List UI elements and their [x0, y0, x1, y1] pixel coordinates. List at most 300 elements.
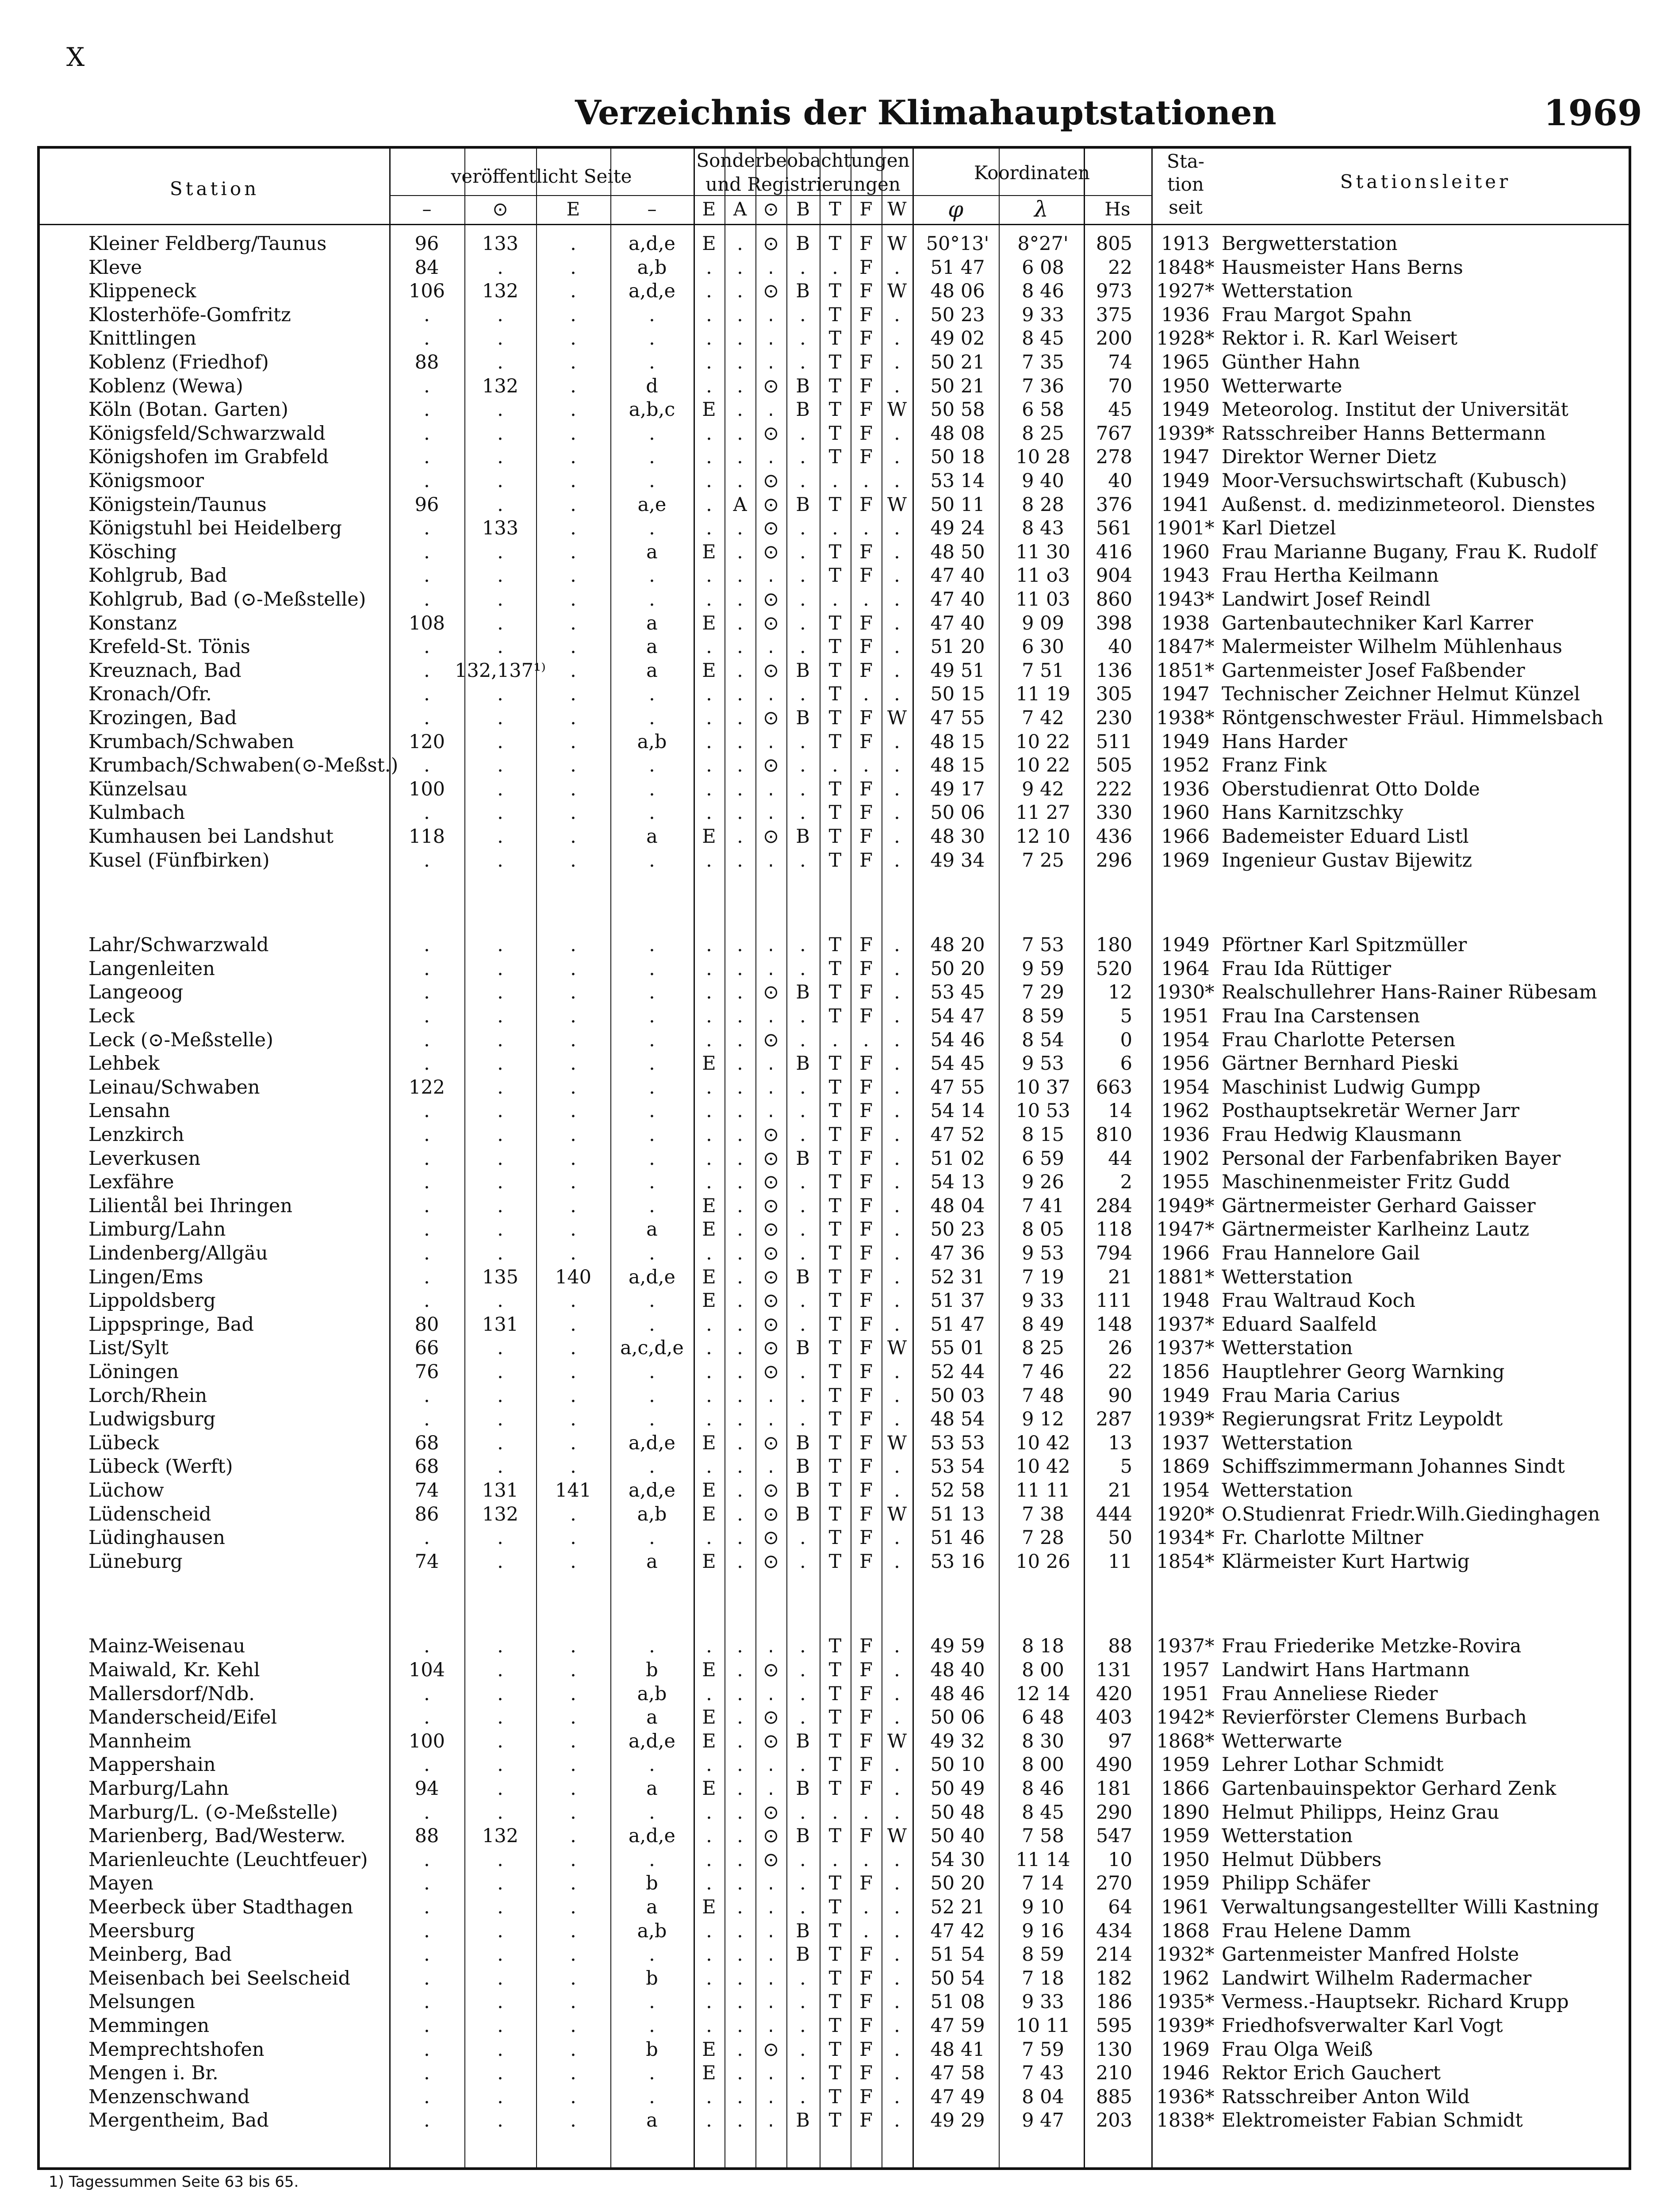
cell-leader: Frau Ina Carstensen	[1222, 1005, 1420, 1027]
cell-station: Kösching	[88, 541, 177, 563]
cell-pub-e: .	[570, 1849, 576, 1871]
cell-obs-f: F	[859, 1337, 873, 1359]
cell-height: 296	[1096, 849, 1132, 872]
cell-station: Lippoldsberg	[88, 1290, 216, 1312]
cell-obs-b: B	[796, 233, 810, 255]
cell-obs-sun: .	[768, 257, 774, 279]
cell-obs-t: T	[828, 1967, 842, 1989]
cell-obs-t: T	[828, 304, 842, 326]
cell-pub-e: .	[570, 375, 576, 397]
cell-phi: 48 08	[930, 422, 985, 445]
cell-station: Meisenbach bei Seelscheid	[88, 1967, 351, 1989]
cell-pub-e: .	[570, 1920, 576, 1942]
cell-obs-b: B	[796, 1266, 810, 1288]
table-row	[40, 1455, 1628, 1479]
cell-station: Mengen i. Br.	[88, 2062, 219, 2084]
cell-obs-t: T	[828, 1124, 842, 1146]
cell-obs-sun: ⊙	[763, 1266, 779, 1288]
cell-obs-b: .	[800, 304, 806, 326]
cell-station: Krumbach/Schwaben	[88, 731, 294, 753]
cell-obs-t: .	[832, 1801, 838, 1824]
cell-since: 1920*	[1156, 1503, 1215, 1525]
table-row	[40, 731, 1628, 754]
cell-obs-b: .	[800, 2039, 806, 2061]
cell-leader: Schiffszimmermann Johannes Sindt	[1222, 1455, 1565, 1478]
cell-obs-b: .	[800, 2086, 806, 2108]
cell-obs-w: .	[894, 470, 900, 492]
cell-pub-main: .	[424, 660, 430, 682]
cell-pub-other: .	[649, 1385, 655, 1407]
table-row	[40, 1218, 1628, 1242]
cell-obs-a: .	[737, 1849, 743, 1871]
cell-pub-e: .	[570, 470, 576, 492]
cell-pub-other: .	[649, 565, 655, 587]
cell-obs-a: .	[737, 1100, 743, 1122]
cell-station: Lüdinghausen	[88, 1527, 225, 1549]
cell-lambda: 8 49	[1022, 1313, 1064, 1336]
table-row	[40, 1432, 1628, 1455]
cell-leader: Rektor Erich Gauchert	[1222, 2062, 1441, 2084]
cell-pub-e: .	[570, 1872, 576, 1894]
cell-pub-main: 74	[414, 1551, 439, 1573]
cell-obs-w: W	[887, 1503, 907, 1525]
cell-pub-main: 108	[408, 612, 445, 634]
cell-height: 10	[1108, 1849, 1132, 1871]
cell-obs-f: F	[859, 494, 873, 516]
cell-obs-sun: .	[768, 1385, 774, 1407]
cell-lambda: 9 16	[1022, 1920, 1064, 1942]
cell-lambda: 10 28	[1016, 446, 1070, 468]
cell-pub-other: .	[649, 1313, 655, 1336]
cell-obs-b: .	[800, 470, 806, 492]
cell-obs-w: .	[894, 1171, 900, 1193]
cell-obs-t: T	[828, 327, 842, 349]
cell-lambda: 8 59	[1022, 1005, 1064, 1027]
cell-station: Memmingen	[88, 2015, 210, 2037]
cell-obs-f: F	[859, 1313, 873, 1336]
cell-obs-sun: .	[768, 2062, 774, 2084]
cell-obs-b: B	[796, 1455, 810, 1478]
cell-pub-sun: .	[497, 1527, 503, 1549]
cell-obs-t: T	[828, 1527, 842, 1549]
cell-obs-sun: ⊙	[763, 1801, 779, 1824]
cell-phi: 53 54	[930, 1455, 985, 1478]
cell-since: 1948	[1161, 1290, 1210, 1312]
cell-lambda: 9 26	[1022, 1171, 1064, 1193]
cell-height: 214	[1096, 1943, 1132, 1966]
cell-station: Königshofen im Grabfeld	[88, 446, 329, 468]
cell-pub-main: 84	[414, 257, 439, 279]
cell-obs-f: F	[859, 981, 873, 1003]
cell-leader: Revierförster Clemens Burbach	[1222, 1706, 1527, 1728]
cell-lambda: 8 00	[1022, 1659, 1064, 1681]
cell-pub-main: .	[424, 1171, 430, 1193]
cell-obs-e: .	[706, 707, 712, 729]
cell-obs-b: .	[800, 612, 806, 634]
cell-pub-main: 74	[414, 1479, 439, 1502]
cell-obs-b: B	[796, 375, 810, 397]
cell-station: Lüdenscheid	[88, 1503, 211, 1525]
cell-pub-other: .	[649, 981, 655, 1003]
cell-obs-a: .	[737, 1754, 743, 1776]
cell-obs-a: .	[737, 778, 743, 800]
cell-obs-f: F	[859, 1730, 873, 1752]
table-row	[40, 2109, 1628, 2133]
cell-obs-f: F	[859, 446, 873, 468]
cell-obs-e: E	[702, 612, 716, 634]
header-special-2: und Registrierungen	[705, 173, 901, 195]
cell-obs-b: .	[800, 1659, 806, 1681]
cell-obs-f: F	[859, 707, 873, 729]
cell-height: 45	[1108, 399, 1132, 421]
cell-since: 1949*	[1156, 1195, 1215, 1217]
cell-obs-sun: .	[768, 2109, 774, 2131]
cell-obs-sun: .	[768, 802, 774, 824]
table-row	[40, 707, 1628, 730]
cell-pub-main: .	[424, 2039, 430, 2061]
cell-pub-main: 76	[414, 1361, 439, 1383]
cell-obs-w: .	[894, 1052, 900, 1075]
cell-lambda: 11 14	[1016, 1849, 1070, 1871]
cell-height: 131	[1096, 1659, 1132, 1681]
cell-obs-f: F	[859, 565, 873, 587]
cell-lambda: 7 43	[1022, 2062, 1064, 2084]
cell-lambda: 8 05	[1022, 1218, 1064, 1240]
cell-obs-b: .	[800, 1029, 806, 1051]
cell-obs-e: .	[706, 1242, 712, 1264]
cell-obs-sun: ⊙	[763, 826, 779, 848]
cell-obs-t: T	[828, 1313, 842, 1336]
cell-pub-e: .	[570, 612, 576, 634]
cell-leader: Eduard Saalfeld	[1222, 1313, 1377, 1336]
cell-obs-b: B	[796, 1730, 810, 1752]
cell-obs-w: .	[894, 1801, 900, 1824]
cell-leader: Helmut Dübbers	[1222, 1849, 1382, 1871]
cell-obs-sun: ⊙	[763, 1148, 779, 1170]
cell-height: 0	[1120, 1029, 1132, 1051]
header-phi: φ	[947, 196, 963, 222]
cell-obs-a: .	[737, 327, 743, 349]
cell-leader: Landwirt Hans Hartmann	[1222, 1659, 1470, 1681]
cell-obs-sun: ⊙	[763, 470, 779, 492]
cell-pub-other: a,d,e	[629, 1825, 675, 1847]
cell-since: 1937*	[1156, 1635, 1215, 1657]
cell-pub-e: .	[570, 517, 576, 539]
cell-station: Kleiner Feldberg/Taunus	[88, 233, 327, 255]
cell-obs-a: .	[737, 1148, 743, 1170]
header-special-sun: ⊙	[763, 198, 779, 220]
cell-station: Lüneburg	[88, 1551, 183, 1573]
cell-obs-sun: ⊙	[763, 588, 779, 611]
table-row	[40, 981, 1628, 1005]
cell-pub-main: .	[424, 1100, 430, 1122]
cell-pub-other: .	[649, 304, 655, 326]
cell-station: Kusel (Fünfbirken)	[88, 849, 270, 872]
cell-obs-sun: ⊙	[763, 1361, 779, 1383]
table-row	[40, 327, 1628, 351]
cell-phi: 49 51	[930, 660, 985, 682]
cell-obs-a: .	[737, 1896, 743, 1918]
cell-obs-sun: .	[768, 399, 774, 421]
cell-pub-other: .	[649, 1242, 655, 1264]
cell-pub-sun: 132	[482, 1825, 519, 1847]
cell-since: 1939*	[1156, 422, 1215, 445]
cell-station: Lensahn	[88, 1100, 170, 1122]
cell-pub-other: a	[646, 2109, 658, 2131]
cell-lambda: 7 25	[1022, 849, 1064, 872]
cell-pub-main: 122	[408, 1076, 445, 1098]
cell-since: 1966	[1161, 1242, 1210, 1264]
cell-lambda: 11 27	[1016, 802, 1070, 824]
cell-station: Mallersdorf/Ndb.	[88, 1683, 255, 1705]
cell-height: 11	[1108, 1551, 1132, 1573]
cell-pub-other: a,b	[637, 731, 667, 753]
cell-station: Kronach/Ofr.	[88, 683, 212, 705]
table-row	[40, 1148, 1628, 1171]
cell-obs-w: W	[887, 707, 907, 729]
cell-pub-e: .	[570, 327, 576, 349]
cell-height: 520	[1096, 958, 1132, 980]
cell-phi: 52 44	[930, 1361, 985, 1383]
cell-obs-w: .	[894, 351, 900, 373]
cell-height: 270	[1096, 1872, 1132, 1894]
cell-pub-main: .	[424, 1266, 430, 1288]
cell-phi: 47 52	[930, 1124, 985, 1146]
cell-pub-sun: .	[497, 446, 503, 468]
cell-since: 1960	[1161, 802, 1210, 824]
cell-since: 1868*	[1156, 1730, 1215, 1752]
cell-lambda: 10 26	[1016, 1551, 1070, 1573]
cell-lambda: 8 30	[1022, 1730, 1064, 1752]
cell-obs-b: .	[800, 778, 806, 800]
cell-pub-main: .	[424, 1943, 430, 1966]
cell-since: 1851*	[1156, 660, 1215, 682]
table-row	[40, 1313, 1628, 1337]
cell-station: Köln (Botan. Garten)	[88, 399, 288, 421]
cell-pub-main: 88	[414, 351, 439, 373]
cell-obs-f: F	[859, 1991, 873, 2013]
table-row	[40, 1503, 1628, 1527]
cell-obs-f: F	[859, 1290, 873, 1312]
cell-pub-e: .	[570, 399, 576, 421]
cell-obs-e: .	[706, 1967, 712, 1989]
cell-obs-w: .	[894, 1361, 900, 1383]
cell-station: List/Sylt	[88, 1337, 169, 1359]
cell-pub-other: .	[649, 470, 655, 492]
cell-leader: Rektor i. R. Karl Weisert	[1222, 327, 1458, 349]
cell-station: Lorch/Rhein	[88, 1385, 207, 1407]
cell-leader: Wetterwarte	[1222, 1730, 1342, 1752]
cell-pub-main: .	[424, 1849, 430, 1871]
cell-obs-b: .	[800, 802, 806, 824]
cell-phi: 54 45	[930, 1052, 985, 1075]
cell-station: Krozingen, Bad	[88, 707, 237, 729]
cell-leader: Frau Charlotte Petersen	[1222, 1029, 1456, 1051]
cell-lambda: 7 29	[1022, 981, 1064, 1003]
cell-obs-sun: ⊙	[763, 1503, 779, 1525]
cell-pub-sun: .	[497, 588, 503, 611]
cell-height: 305	[1096, 683, 1132, 705]
cell-leader: Bademeister Eduard Listl	[1222, 826, 1469, 848]
cell-obs-sun: ⊙	[763, 660, 779, 682]
cell-pub-main: .	[424, 1408, 430, 1430]
cell-obs-b: B	[796, 1148, 810, 1170]
table-row	[40, 958, 1628, 981]
cell-since: 1937	[1161, 1432, 1210, 1454]
table-row	[40, 1242, 1628, 1266]
header-since-3: seit	[1169, 196, 1203, 218]
cell-since: 1962	[1161, 1100, 1210, 1122]
cell-obs-a: .	[737, 1385, 743, 1407]
cell-station: Meerbeck über Stadthagen	[88, 1896, 353, 1918]
cell-obs-e: E	[702, 1195, 716, 1217]
cell-obs-b: B	[796, 1778, 810, 1800]
cell-obs-e: .	[706, 2109, 712, 2131]
cell-obs-t: T	[828, 422, 842, 445]
cell-leader: Posthauptsekretär Werner Jarr	[1222, 1100, 1520, 1122]
cell-lambda: 11 11	[1016, 1479, 1070, 1502]
cell-pub-e: .	[570, 1337, 576, 1359]
cell-station: Königstein/Taunus	[88, 494, 267, 516]
station-table	[37, 146, 1631, 2170]
cell-obs-b: .	[800, 1527, 806, 1549]
cell-pub-sun: .	[497, 1385, 503, 1407]
cell-pub-sun: .	[497, 636, 503, 658]
cell-obs-w: .	[894, 683, 900, 705]
cell-obs-a: .	[737, 375, 743, 397]
cell-obs-sun: .	[768, 849, 774, 872]
cell-obs-w: .	[894, 612, 900, 634]
cell-since: 1964	[1161, 958, 1210, 980]
cell-obs-w: .	[894, 1076, 900, 1098]
cell-obs-b: B	[796, 707, 810, 729]
cell-station: Lingen/Ems	[88, 1266, 203, 1288]
cell-station: Koblenz (Friedhof)	[88, 351, 269, 373]
cell-obs-t: T	[828, 981, 842, 1003]
cell-obs-t: T	[828, 541, 842, 563]
cell-obs-b: B	[796, 1432, 810, 1454]
cell-lambda: 11 03	[1016, 588, 1070, 611]
cell-height: 663	[1096, 1076, 1132, 1098]
table-row	[40, 1991, 1628, 2014]
cell-obs-t: T	[828, 707, 842, 729]
cell-obs-w: .	[894, 1683, 900, 1705]
cell-height: 885	[1096, 2086, 1132, 2108]
cell-obs-f: F	[859, 1171, 873, 1193]
cell-obs-w: .	[894, 565, 900, 587]
cell-obs-a: .	[737, 470, 743, 492]
cell-since: 1938*	[1156, 707, 1215, 729]
cell-phi: 51 37	[930, 1290, 985, 1312]
cell-obs-a: .	[737, 707, 743, 729]
cell-leader: Karl Dietzel	[1222, 517, 1336, 539]
cell-obs-f: F	[859, 1527, 873, 1549]
cell-leader: Gartenbauinspektor Gerhard Zenk	[1222, 1778, 1556, 1800]
cell-obs-e: .	[706, 958, 712, 980]
cell-since: 1954	[1161, 1479, 1210, 1502]
cell-station: Königsfeld/Schwarzwald	[88, 422, 326, 445]
cell-pub-other: a	[646, 660, 658, 682]
cell-obs-a: .	[737, 304, 743, 326]
cell-leader: Frau Hannelore Gail	[1222, 1242, 1420, 1264]
cell-height: 434	[1096, 1920, 1132, 1942]
cell-obs-a: .	[737, 1052, 743, 1075]
cell-pub-other: a,b	[637, 1683, 667, 1705]
cell-obs-b: B	[796, 1503, 810, 1525]
cell-pub-sun: .	[497, 612, 503, 634]
cell-lambda: 7 42	[1022, 707, 1064, 729]
cell-pub-e: .	[570, 1408, 576, 1430]
cell-pub-e: .	[570, 1991, 576, 2013]
cell-pub-main: .	[424, 802, 430, 824]
cell-pub-e: .	[570, 1455, 576, 1478]
cell-obs-e: E	[702, 1730, 716, 1752]
cell-since: 1847*	[1156, 636, 1215, 658]
cell-obs-w: W	[887, 233, 907, 255]
table-row	[40, 1920, 1628, 1943]
cell-pub-e: .	[570, 1706, 576, 1728]
cell-since: 1936	[1161, 304, 1210, 326]
cell-lambda: 12 10	[1016, 826, 1070, 848]
cell-obs-a: .	[737, 541, 743, 563]
cell-height: 40	[1108, 636, 1132, 658]
cell-obs-t: .	[832, 517, 838, 539]
cell-pub-main: .	[424, 707, 430, 729]
cell-station: Leinau/Schwaben	[88, 1076, 260, 1098]
cell-pub-e: .	[570, 1730, 576, 1752]
cell-obs-b: .	[800, 1551, 806, 1573]
cell-since: 1901*	[1156, 517, 1215, 539]
cell-obs-e: .	[706, 1005, 712, 1027]
cell-pub-other: a	[646, 826, 658, 848]
cell-phi: 51 13	[930, 1503, 985, 1525]
cell-obs-w: .	[894, 934, 900, 956]
cell-pub-other: a,d,e	[629, 1266, 675, 1288]
cell-pub-other: .	[649, 327, 655, 349]
cell-leader: Wetterwarte	[1222, 375, 1342, 397]
cell-obs-w: .	[894, 446, 900, 468]
cell-pub-other: .	[649, 422, 655, 445]
cell-leader: Gärtner Bernhard Pieski	[1222, 1052, 1459, 1075]
cell-height: 5	[1120, 1455, 1132, 1478]
table-row	[40, 1029, 1628, 1052]
cell-pub-other: a	[646, 1706, 658, 1728]
cell-pub-other: .	[649, 754, 655, 776]
cell-obs-w: .	[894, 826, 900, 848]
cell-pub-other: .	[649, 1361, 655, 1383]
cell-pub-main: .	[424, 470, 430, 492]
cell-height: 210	[1096, 2062, 1132, 2084]
cell-phi: 48 50	[930, 541, 985, 563]
cell-obs-w: .	[894, 1124, 900, 1146]
cell-obs-t: T	[828, 1242, 842, 1264]
cell-pub-e: .	[570, 660, 576, 682]
cell-height: 44	[1108, 1148, 1132, 1170]
cell-lambda: 7 19	[1022, 1266, 1064, 1288]
cell-pub-e: .	[570, 2086, 576, 2108]
cell-obs-b: .	[800, 636, 806, 658]
cell-pub-sun: .	[497, 1754, 503, 1776]
cell-pub-other: .	[649, 588, 655, 611]
cell-phi: 49 32	[930, 1730, 985, 1752]
cell-obs-a: .	[737, 683, 743, 705]
cell-pub-e: .	[570, 1195, 576, 1217]
cell-since: 1959	[1161, 1872, 1210, 1894]
cell-obs-e: E	[702, 826, 716, 848]
cell-phi: 51 54	[930, 1943, 985, 1966]
cell-pub-sun: .	[497, 849, 503, 872]
cell-pub-sun: 132,137¹⁾	[455, 660, 546, 682]
